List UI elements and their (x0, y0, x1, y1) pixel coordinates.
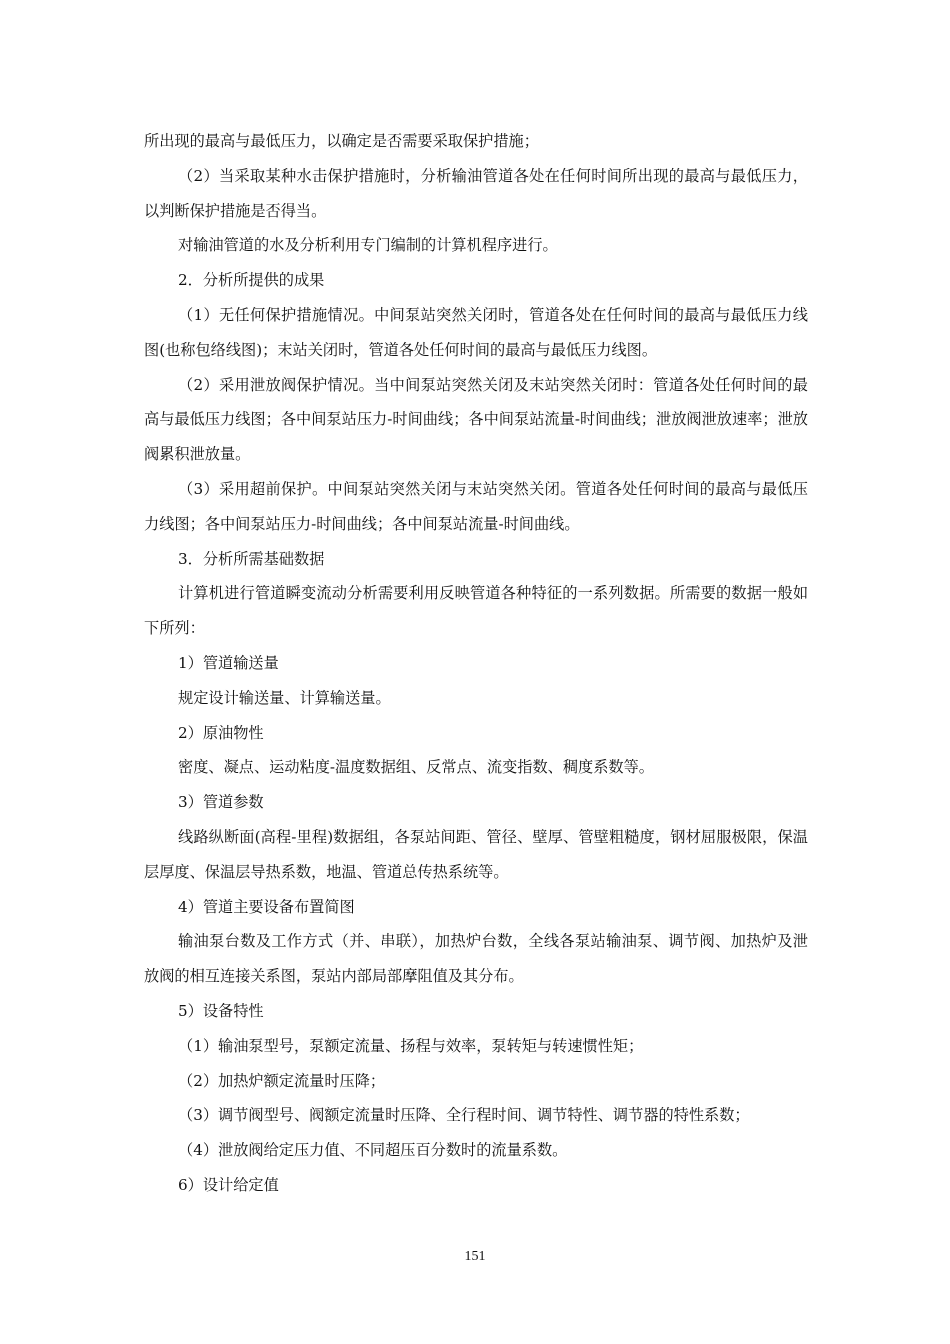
paragraph: 线路纵断面(高程-里程)数据组，各泵站间距、管径、壁厚、管壁粗糙度，钢材屈服极限，保温层厚度、保温层导热系数，地温、管道总传热系统等。 (144, 827, 808, 881)
paragraph: 计算机进行管道瞬变流动分析需要利用反映管道各种特征的一系列数据。所需要的数据一般如下所列： (144, 584, 808, 638)
paragraph: 所出现的最高与最低压力，以确定是否需要采取保护措施； (144, 132, 539, 150)
paragraph: （2）采用泄放阀保护情况。当中间泵站突然关闭及末站突然关闭时：管道各处任何时间的最高与最低压力线图；各中间泵站压力-时间曲线；各中间泵站流量-时间曲线；泄放阀泄放速率；泄放阀累积泄放量。 (144, 375, 808, 464)
section-heading: 2．分析所提供的成果 (178, 271, 325, 290)
subsection-heading: 2）原油物性 (178, 723, 264, 742)
paragraph: 对输油管道的水及分析利用专门编制的计算机程序进行。 (178, 236, 558, 255)
paragraph: 输油泵台数及工作方式（并、串联），加热炉台数，全线各泵站输油泵、调节阀、加热炉及泄放阀的相互连接关系图，泵站内部局部摩阻值及其分布。 (144, 932, 808, 986)
page-number: 151 (464, 1249, 486, 1264)
subsection-heading: 3）管道参数 (178, 793, 264, 812)
list-item: （1）输油泵型号，泵额定流量、扬程与效率，泵转矩与转速惯性矩； (178, 1036, 644, 1055)
list-item: （4）泄放阀给定压力值、不同超压百分数时的流量系数。 (178, 1141, 568, 1160)
paragraph: 密度、凝点、运动粘度-温度数据组、反常点、流变指数、稠度系数等。 (178, 758, 654, 777)
subsection-heading: 5）设备特性 (178, 1001, 264, 1020)
list-item: （3）调节阀型号、阀额定流量时压降、全行程时间、调节特性、调节器的特性系数； (178, 1106, 750, 1125)
list-item: （2）加热炉额定流量时压降； (178, 1071, 386, 1090)
section-heading: 3．分析所需基础数据 (178, 549, 325, 568)
subsection-heading: 4）管道主要设备布置简图 (178, 897, 355, 916)
paragraph: （1）无任何保护措施情况。中间泵站突然关闭时，管道各处在任何时间的最高与最低压力线图(也称包络线图)；末站关闭时，管道各处任何时间的最高与最低压力线图。 (144, 305, 808, 359)
paragraph: 规定设计输送量、计算输送量。 (178, 688, 391, 707)
subsection-heading: 6）设计给定值 (178, 1175, 279, 1194)
paragraph: （2）当采取某种水击保护措施时，分析输油管道各处在任何时间所出现的最高与最低压力，以判断保护措施是否得当。 (144, 166, 808, 220)
subsection-heading: 1）管道输送量 (178, 653, 279, 672)
body-text (144, 124, 808, 1203)
paragraph: （3）采用超前保护。中间泵站突然关闭与末站突然关闭。管道各处任何时间的最高与最低压力线图；各中间泵站压力-时间曲线；各中间泵站流量-时间曲线。 (144, 479, 808, 533)
